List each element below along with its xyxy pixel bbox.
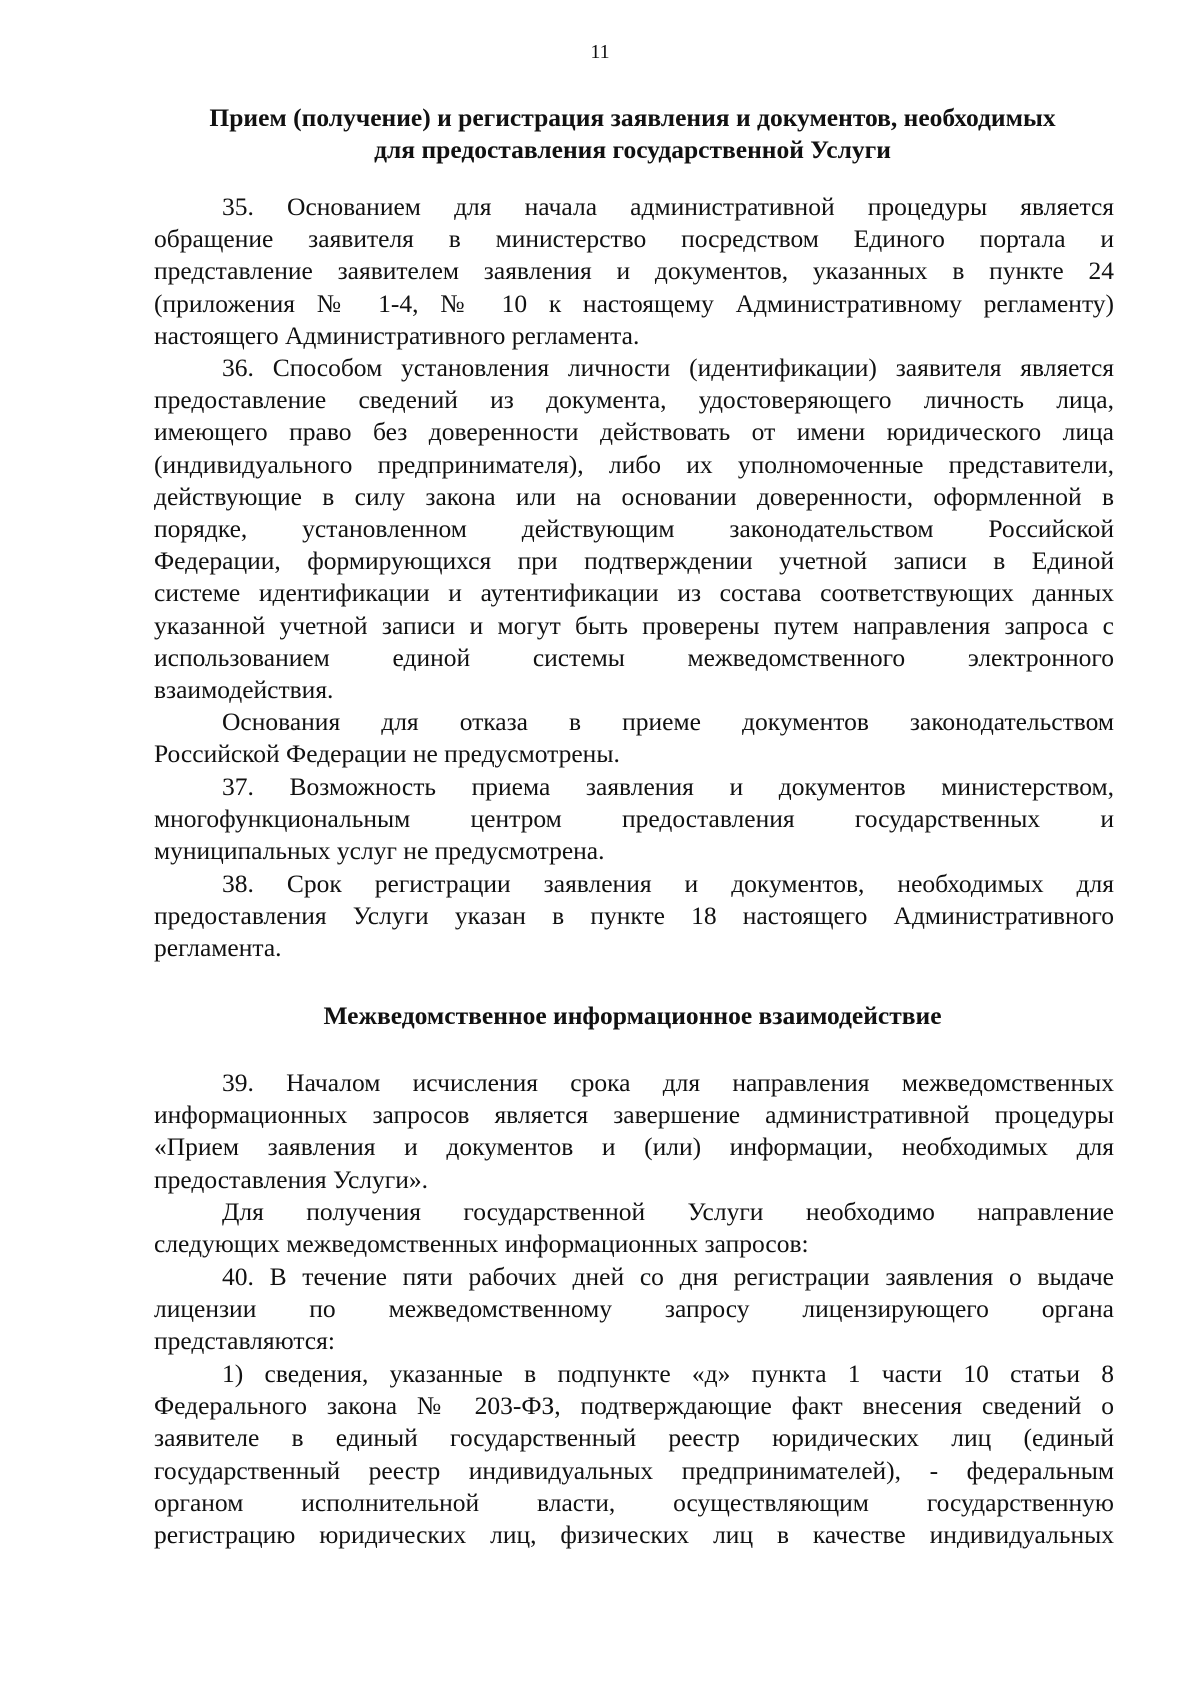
text-line: представляются: [154,1326,335,1356]
paragraph-37 [154,771,1114,868]
paragraph-refusal-grounds [154,706,1114,770]
text-line: системе идентификации и аутентификации из состава соответствующих данных [154,578,1114,608]
text-line: настоящего Административного регламента. [154,320,640,350]
text-line: представление заявителем заявления и документов, указанных в пункте 24 [154,256,1114,286]
paragraph-required-requests [154,1196,1114,1260]
text-line: «Прием заявления и документов и (или) информации, необходимых для [154,1132,1114,1162]
heading-line: для предоставления государственной Услуги [374,135,891,164]
text-line: указанной учетной записи и могут быть проверены путем направления запроса с [154,610,1114,640]
text-line: обращение заявителя в министерство посредством Единого портала и [154,224,1114,254]
text-line: (индивидуального предпринимателя), либо их уполномоченные представители, [154,449,1114,479]
text-line: 36. Способом установления личности (идентификации) заявителя является [222,353,1114,382]
page-number: 11 [590,41,610,63]
text-line: использованием единой системы межведомственного электронного [154,642,1114,672]
text-line: предоставления Услуги». [154,1164,428,1194]
text-line: 40. В течение пяти рабочих дней со дня регистрации заявления о выдаче [222,1262,1114,1291]
heading-line: Прием (получение) и регистрация заявления и документов, необходимых [209,103,1056,132]
paragraph-35 [154,191,1114,352]
text-line: предоставления Услуги указан в пункте 18 настоящего Административного [154,901,1114,931]
text-line: органом исполнительной власти, осуществляющим государственную [154,1487,1114,1517]
subitem-1 [154,1358,1114,1551]
text-line: Российской Федерации не предусмотрены. [154,739,620,769]
text-line: 39. Началом исчисления срока для направления межведомственных [222,1068,1114,1097]
text-line: Федерации, формирующихся при подтверждении учетной записи в Единой [154,546,1114,576]
text-line: Основания для отказа в приеме документов законодательством [222,707,1114,736]
text-line: 37. Возможность приема заявления и документов министерством, [222,772,1114,801]
text-line: 38. Срок регистрации заявления и документов, необходимых для [222,869,1114,898]
heading-line: Межведомственное информационное взаимодействие [323,1001,942,1030]
section-heading-interagency [150,1000,1115,1032]
text-line: Федерального закона № 203-ФЗ, подтверждающие факт внесения сведений о [154,1391,1114,1421]
paragraph-38 [154,868,1114,965]
text-line: взаимодействия. [154,674,334,704]
text-line: муниципальных услуг не предусмотрена. [154,836,605,866]
paragraph-39 [154,1067,1114,1196]
text-line: (приложения № 1-4, № 10 к настоящему Административному регламенту) [154,288,1114,318]
text-line: лицензии по межведомственному запросу лицензирующего органа [154,1294,1114,1324]
text-line: следующих межведомственных информационных запросов: [154,1229,809,1259]
text-line: информационных запросов является завершение административной процедуры [154,1100,1114,1130]
text-line: государственный реестр индивидуальных предпринимателей), - федеральным [154,1455,1114,1485]
text-line: регистрацию юридических лиц, физических лиц в качестве индивидуальных [154,1519,1114,1549]
paragraph-36 [154,352,1114,706]
text-line: имеющего право без доверенности действовать от имени юридического лица [154,417,1114,447]
text-line: заявителе в единый государственный реестр юридических лиц (единый [154,1423,1114,1453]
text-line: предоставление сведений из документа, удостоверяющего личность лица, [154,385,1114,415]
text-line: регламента. [154,933,282,963]
text-line: порядке, установленном действующим законодательством Российской [154,513,1114,543]
text-line: многофункциональным центром предоставления государственных и [154,804,1114,834]
text-line: Для получения государственной Услуги необходимо направление [222,1197,1114,1226]
section-heading-reception [150,102,1115,166]
text-line: действующие в силу закона или на основании доверенности, оформленной в [154,481,1114,511]
paragraph-40 [154,1261,1114,1358]
text-line: 1) сведения, указанные в подпункте «д» пункта 1 части 10 статьи 8 [222,1359,1114,1388]
text-line: 35. Основанием для начала административной процедуры является [222,192,1114,221]
